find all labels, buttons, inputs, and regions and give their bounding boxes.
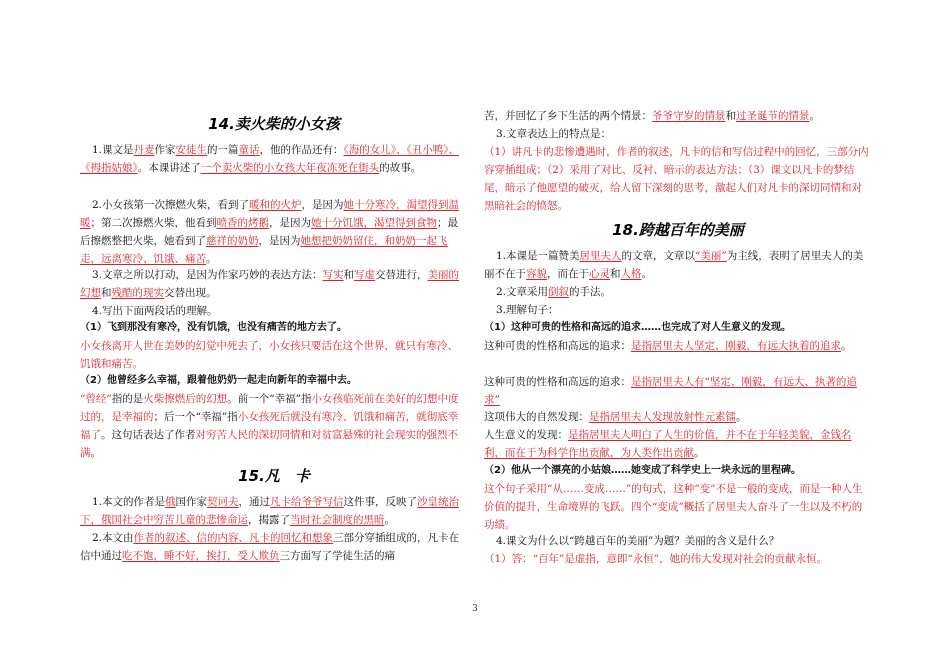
lesson-14-para-4: 4.写出下面两段话的理解。	[92, 305, 218, 317]
answer: 过圣诞节的情景	[736, 110, 810, 122]
text: ，是因为	[258, 235, 301, 247]
answer: 火柴擦燃后的幻想	[143, 393, 228, 405]
lesson-14-question-2: （2）他曾经多么幸福，跟着他奶奶一起走向新年的幸福中去。	[80, 375, 357, 386]
text: ，而在于	[547, 268, 589, 280]
answer: 她十分寒冷，渴望得到温暖	[80, 199, 460, 229]
answer: 爷爷守岁的情景	[652, 110, 726, 122]
text: ，他的作品还有：	[259, 144, 344, 156]
text: 2.小女孩第一次擦燃火柴，看到了	[92, 199, 250, 211]
text: 的文章，文章以	[621, 250, 696, 262]
lesson-15-para-1	[80, 493, 468, 529]
text: 的一篇	[207, 144, 239, 156]
text: 作家	[154, 144, 176, 156]
text: 和	[725, 110, 736, 122]
answer: 写实	[322, 269, 344, 281]
text: ；最后擦燃整把火柴，她看到了	[80, 217, 458, 247]
text: ，通过	[238, 496, 271, 508]
answer: 人格	[620, 268, 642, 280]
answer: “美丽”	[695, 250, 727, 262]
answer: 契诃夫	[207, 496, 239, 508]
answer: 沙皇统治下，俄国社会中穷苦儿童的悲惨命运	[80, 496, 460, 526]
answer: 童话	[238, 144, 260, 156]
lesson-18-line-1	[484, 337, 872, 355]
text: 1.本文的作者是	[92, 496, 166, 508]
answer: 是指居里夫人发现放射性元素镭	[589, 411, 736, 423]
lesson-18-para-1	[484, 247, 872, 283]
text: 3.文章之所以打动，是因为作家巧妙的表达方法：	[92, 269, 323, 281]
text: 。	[641, 268, 652, 280]
text: ，是因为	[301, 199, 344, 211]
answer: 小女孩临死前在美好的幻想中度过的，是幸福的	[80, 393, 459, 423]
answer: 暖和的火炉	[249, 199, 302, 211]
answer: 作者的叙述、信的内容、凡卡的回忆和想象	[133, 532, 334, 544]
text: 和	[101, 287, 112, 299]
lesson-18-para-4: 4.课文为什么以“跨越百年的美丽”为题？美丽的含义是什么？	[496, 535, 780, 547]
answer: 美丽的幻想	[80, 269, 460, 299]
text: 2.本文由	[92, 532, 134, 544]
text: 这项伟大的自然发现：	[484, 411, 589, 423]
text: 三部分穿插组成的，凡卡在信中通过	[80, 532, 460, 562]
text: 的故事。	[379, 162, 422, 174]
text: 和	[343, 269, 355, 281]
lesson-18-line-4	[484, 426, 872, 462]
lesson-14-question-1: （1）飞到那没有寒冷，没有饥饿，也没有痛苦的地方去了。	[80, 322, 347, 333]
answer: 容貌	[526, 268, 547, 280]
answer: 写虚	[354, 269, 376, 281]
text: 1.本课是一篇赞美	[496, 250, 580, 262]
lesson-18-answer-4: （1）答：“百年”是虚指，意即“永恒”，她的伟大发现对社会的贡献永恒。	[484, 553, 828, 565]
answer: 是指居里夫人明白了人生的价值，并不在于年轻美貌，金钱名利，而在于为科学作出贡献，为人类作出贡献	[484, 429, 852, 459]
lesson-15-para-2	[80, 529, 468, 565]
answer: 倒叙	[548, 286, 570, 298]
answer: 心灵	[589, 268, 610, 280]
text: 。	[90, 447, 101, 459]
lesson-18-answer-2: 这个句子采用“从……变成……”的句式，这种“变”不是一般的变成，而是一种人生价值的提升，生命境界的飞跃。四个“变成”概括了居里夫人奋斗了一生以及不朽的功绩。	[484, 483, 863, 531]
lesson-15-para-3: 3.文章表达上的特点是：	[496, 128, 612, 140]
text: 这件事，反映了	[343, 496, 418, 508]
text: 。	[694, 447, 705, 459]
answer: 是指居里夫人有“坚定、刚毅，有远大、执著的追求”	[484, 376, 857, 406]
text: 国作家	[175, 496, 208, 508]
answer: “曾经”	[80, 393, 112, 405]
answer: 居里夫人	[579, 250, 622, 262]
answer: 小女孩死后就没有寒冷、饥饿和痛苦，就彻底幸福了	[80, 411, 459, 441]
lesson-14-para-2	[80, 196, 468, 268]
text: ，是因为	[269, 217, 311, 229]
answer: 安徒生	[175, 144, 208, 156]
text: 。这句话表达了作者	[101, 429, 196, 441]
answer: 凡卡给爷爷写信	[270, 496, 344, 508]
answer: 丹麦	[133, 144, 155, 156]
text: 。	[736, 411, 747, 423]
text: 指	[227, 411, 238, 423]
page-number: 3	[472, 604, 478, 614]
lesson-18-question-2: （2）他从一个漂亮的小姑娘……她变成了科学史上一块永远的里程碑。	[484, 465, 801, 476]
lesson-18-para-3: 3.理解句子：	[496, 304, 559, 316]
lesson-15-continuation	[484, 107, 872, 125]
text: ；第二次擦燃火柴，他看到	[90, 217, 217, 229]
lesson-14-answer-2	[80, 390, 468, 462]
text: 2.文章采用	[496, 286, 549, 298]
text: 。	[809, 110, 820, 122]
answer: 是指居里夫人坚定、刚毅，有远大执着的追求	[631, 340, 841, 352]
text: 这种可贵的性格和高远的追求：	[484, 340, 631, 352]
text: 指	[301, 393, 312, 405]
text: 。	[206, 253, 217, 265]
answer: 俄	[165, 496, 176, 508]
text: 。前一个“幸福”	[227, 393, 301, 405]
answer: 吃不饱，睡不好，挨打，受人欺负	[122, 550, 280, 562]
answer: 《海的女儿》、《丑小鸭》、《拇指姑娘》	[80, 144, 460, 174]
text: 的手法。	[569, 286, 612, 298]
lesson-18-line-2	[484, 373, 872, 409]
lesson-15-title: 15.凡 卡	[238, 467, 310, 485]
lesson-14-title: 14.卖火柴的小女孩	[208, 115, 340, 133]
text: 三方面写了学徒生活的痛	[279, 550, 395, 562]
text: 。	[841, 340, 852, 352]
text: 和	[610, 268, 621, 280]
text: ；后一个“幸福”	[153, 411, 228, 423]
text: 1.课文是	[92, 144, 134, 156]
text: 交替进行，	[375, 269, 428, 281]
lesson-18-para-2	[484, 283, 872, 301]
text: 为主线，表明了居里夫人的美丽不在于	[484, 250, 864, 280]
answer: 对穷苦人民的深切同情和对贫富悬殊的社会现实的强烈不满	[80, 429, 458, 459]
text: 交替出现。	[164, 287, 217, 299]
text: 人生意义的发现：	[484, 429, 568, 441]
answer: 她十分饥饿，渴望得到食物	[311, 217, 437, 229]
answer: 残酷的现实	[111, 287, 164, 299]
lesson-14-para-1	[80, 141, 468, 177]
text: 。本课讲述了	[137, 162, 201, 174]
text: 指的是	[111, 393, 144, 405]
lesson-14-answer-1: 小女孩离开人世在美妙的幻觉中死去了，小女孩只要活在这个世界，就只有寒冷、饥饿和痛苦。	[80, 340, 458, 370]
answer: 一个卖火柴的小女孩大年夜冻死在街头	[200, 162, 380, 174]
answer: 慈祥的奶奶	[206, 235, 259, 247]
answer: 她想把奶奶留住，和奶奶一起飞走，远离寒冷、饥饿、痛苦	[80, 235, 448, 265]
text: ，揭露了	[248, 514, 290, 526]
text: 这种可贵的性格和高远的追求：	[484, 376, 631, 388]
answer: 当时社会制度的黑暗	[290, 514, 385, 526]
lesson-18-line-3	[484, 408, 872, 426]
lesson-18-title: 18.跨越百年的美丽	[612, 221, 744, 239]
lesson-18-question-1: （1）这种可贵的性格和高远的追求……也完成了对人生意义的发现。	[484, 322, 791, 333]
lesson-14-para-3	[80, 266, 468, 302]
text: 。	[384, 514, 395, 526]
text: 苦，并回忆了乡下生活的两个情景：	[484, 110, 652, 122]
answer: 喷香的烤鹅	[216, 217, 269, 229]
lesson-15-answer-3: （1）讲凡卡的悲惨遭遇时，作者的叙述，凡卡的信和写信过程中的回忆，三部分内容穿插组成；（2）采用了对比、反衬、暗示的表达方法；（3）课文以凡卡的梦结尾，暗示了他愿望的破灭，给人留下深刻的思考，激起人们对凡卡的深切同情和对黑暗社会的愤怒。	[484, 146, 869, 212]
